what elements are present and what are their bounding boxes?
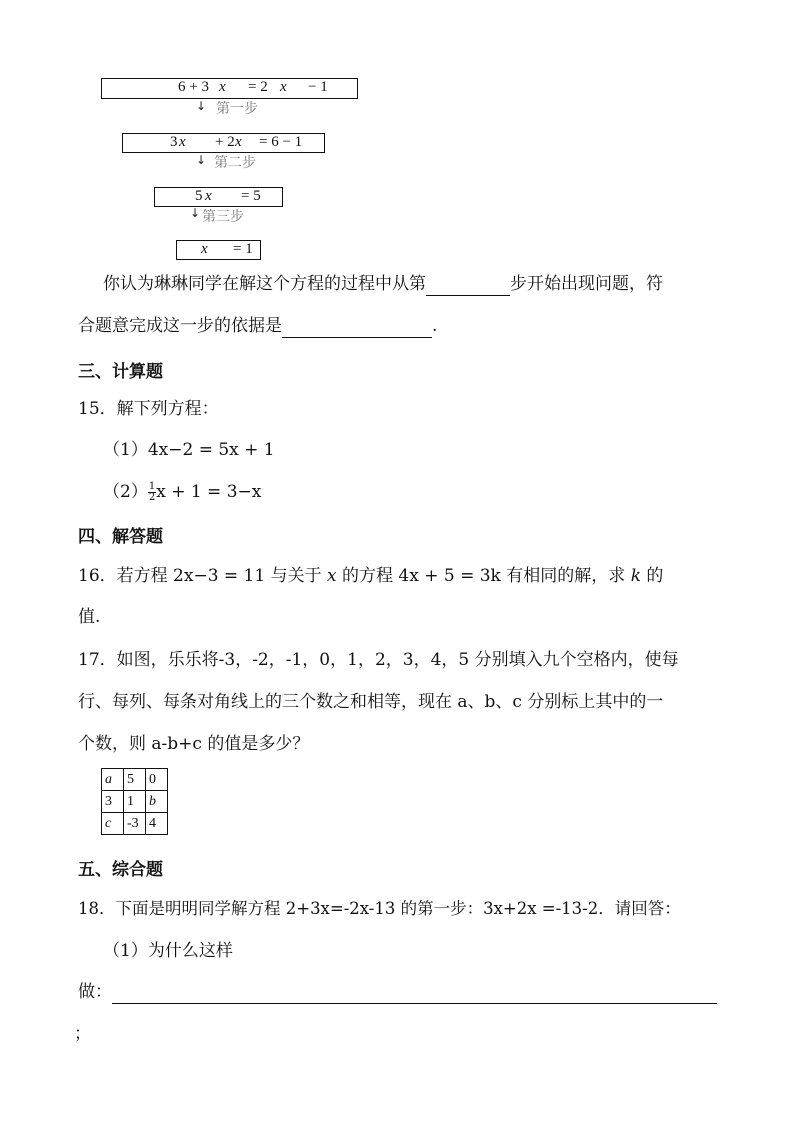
grid-cell: 5: [124, 769, 146, 791]
step-1-label: 第一步: [216, 101, 258, 117]
table-row: [102, 813, 168, 835]
down-arrow-icon: ↓: [196, 153, 207, 167]
fraction-one-half: [148, 482, 156, 503]
q18-part-1-cont-label: 做：: [78, 982, 112, 1002]
q16-text-d: 有相同的解，求: [506, 566, 626, 586]
q15-part-1-equation: 4x−2 = 5x + 1: [147, 440, 275, 460]
grid-cell: 4: [146, 813, 168, 835]
flow-box-1-t1: 6 + 3: [178, 79, 209, 95]
q18-stem: 18．下面是明明同学解方程 2+3x=-2x-13 的第一步：3x+2x =-13-2．请回答：: [78, 899, 681, 918]
q16-line-2: 值.: [78, 607, 101, 627]
grid-cell: 0: [146, 769, 168, 791]
q14-line-2: [78, 314, 437, 338]
fraction-numerator: 1: [148, 481, 156, 492]
q15-stem: 15．解下列方程：: [78, 399, 219, 419]
flow-box-2-t5: = 6 − 1: [259, 134, 303, 150]
q18-part-1: （1）为什么这样: [103, 941, 233, 961]
grid-cell: a: [102, 769, 124, 791]
q17-line-3: 个数，则 a-b+c 的值是多少？: [78, 734, 310, 754]
q16-equation-2: 4x + 5 = 3k: [398, 566, 501, 586]
grid-cell: b: [146, 791, 168, 813]
flow-box-4-t2: = 1: [233, 241, 253, 257]
q14-text-b: 步开始出现问题，符: [510, 274, 663, 294]
flow-box-4-t1: x: [201, 241, 208, 257]
flow-box-3-t3: = 5: [241, 188, 261, 204]
flow-box-2-t1: 3: [170, 134, 178, 150]
q17-line-1: 17．如图，乐乐将-3，-2，-1，0，1，2，3，4，5 分别填入九个空格内，使每: [78, 650, 679, 670]
flow-box-2-t2: x: [179, 134, 186, 150]
step-3-label: 第三步: [202, 209, 244, 225]
q16-text-a: 16．若方程: [78, 566, 168, 586]
flow-box-4: [176, 240, 261, 260]
flow-box-3-t2: x: [205, 188, 212, 204]
q17-line-2: 行、每列、每条对角线上的三个数之和相等，现在 a、b、c 分别标上其中的一: [78, 692, 664, 712]
table-row: [102, 791, 168, 813]
q15-part-2-label: （2）: [103, 482, 148, 502]
flow-box-2-t3: + 2: [215, 134, 235, 150]
q16-line-1: [78, 564, 663, 588]
q14-text-a: 你认为琳琳同学在解这个方程的过程中从第: [103, 274, 426, 294]
q16-variable-x: x: [327, 566, 337, 586]
step-2-label: 第二步: [214, 155, 256, 171]
q15-part-2: [103, 480, 261, 504]
flow-box-3-t1: 5: [195, 188, 203, 204]
answer-line-why[interactable]: [112, 983, 717, 1004]
q18-part-1-cont: [78, 980, 717, 1004]
q15-part-1: [103, 438, 275, 462]
q16-equation-1: 2x−3 = 11: [173, 566, 266, 586]
answer-blank-step[interactable]: [426, 275, 510, 296]
fraction-denominator: 2: [148, 492, 156, 503]
down-arrow-icon: ↓: [190, 206, 201, 220]
down-arrow-icon: ↓: [196, 99, 207, 113]
q14-text-c: 合题意完成这一步的依据是: [78, 316, 282, 336]
flow-box-1-t4: x: [280, 79, 287, 95]
flow-box-1-t5: − 1: [308, 79, 328, 95]
flow-box-1-t2: x: [219, 79, 226, 95]
q16-text-b: 与关于: [270, 566, 322, 586]
flow-box-1: [101, 78, 358, 99]
flow-box-2: [122, 133, 325, 153]
q16-variable-k: k: [630, 566, 641, 586]
q18-semicolon: ；: [74, 1024, 91, 1044]
flow-box-2-t4: x: [235, 134, 242, 150]
flow-box-3: [154, 187, 283, 207]
grid-cell: 3: [102, 791, 124, 813]
q14-line-1: [103, 272, 663, 296]
answer-blank-basis[interactable]: [282, 317, 432, 338]
grid-cell: 1: [124, 791, 146, 813]
section-4-heading: 四、解答题: [78, 527, 163, 547]
q14-text-d: .: [432, 316, 438, 336]
q16-text-e: 的: [646, 566, 664, 586]
magic-square-table: [101, 768, 168, 835]
grid-cell: -3: [124, 813, 146, 835]
section-3-heading: 三、计算题: [78, 362, 163, 382]
section-5-heading: 五、综合题: [78, 860, 163, 880]
q16-text-c: 的方程: [342, 566, 394, 586]
table-row: [102, 769, 168, 791]
q15-part-1-label: （1）: [103, 440, 148, 460]
flow-box-1-t3: = 2: [248, 79, 268, 95]
grid-cell: c: [102, 813, 124, 835]
q15-part-2-equation: x + 1 = 3−x: [156, 482, 262, 502]
